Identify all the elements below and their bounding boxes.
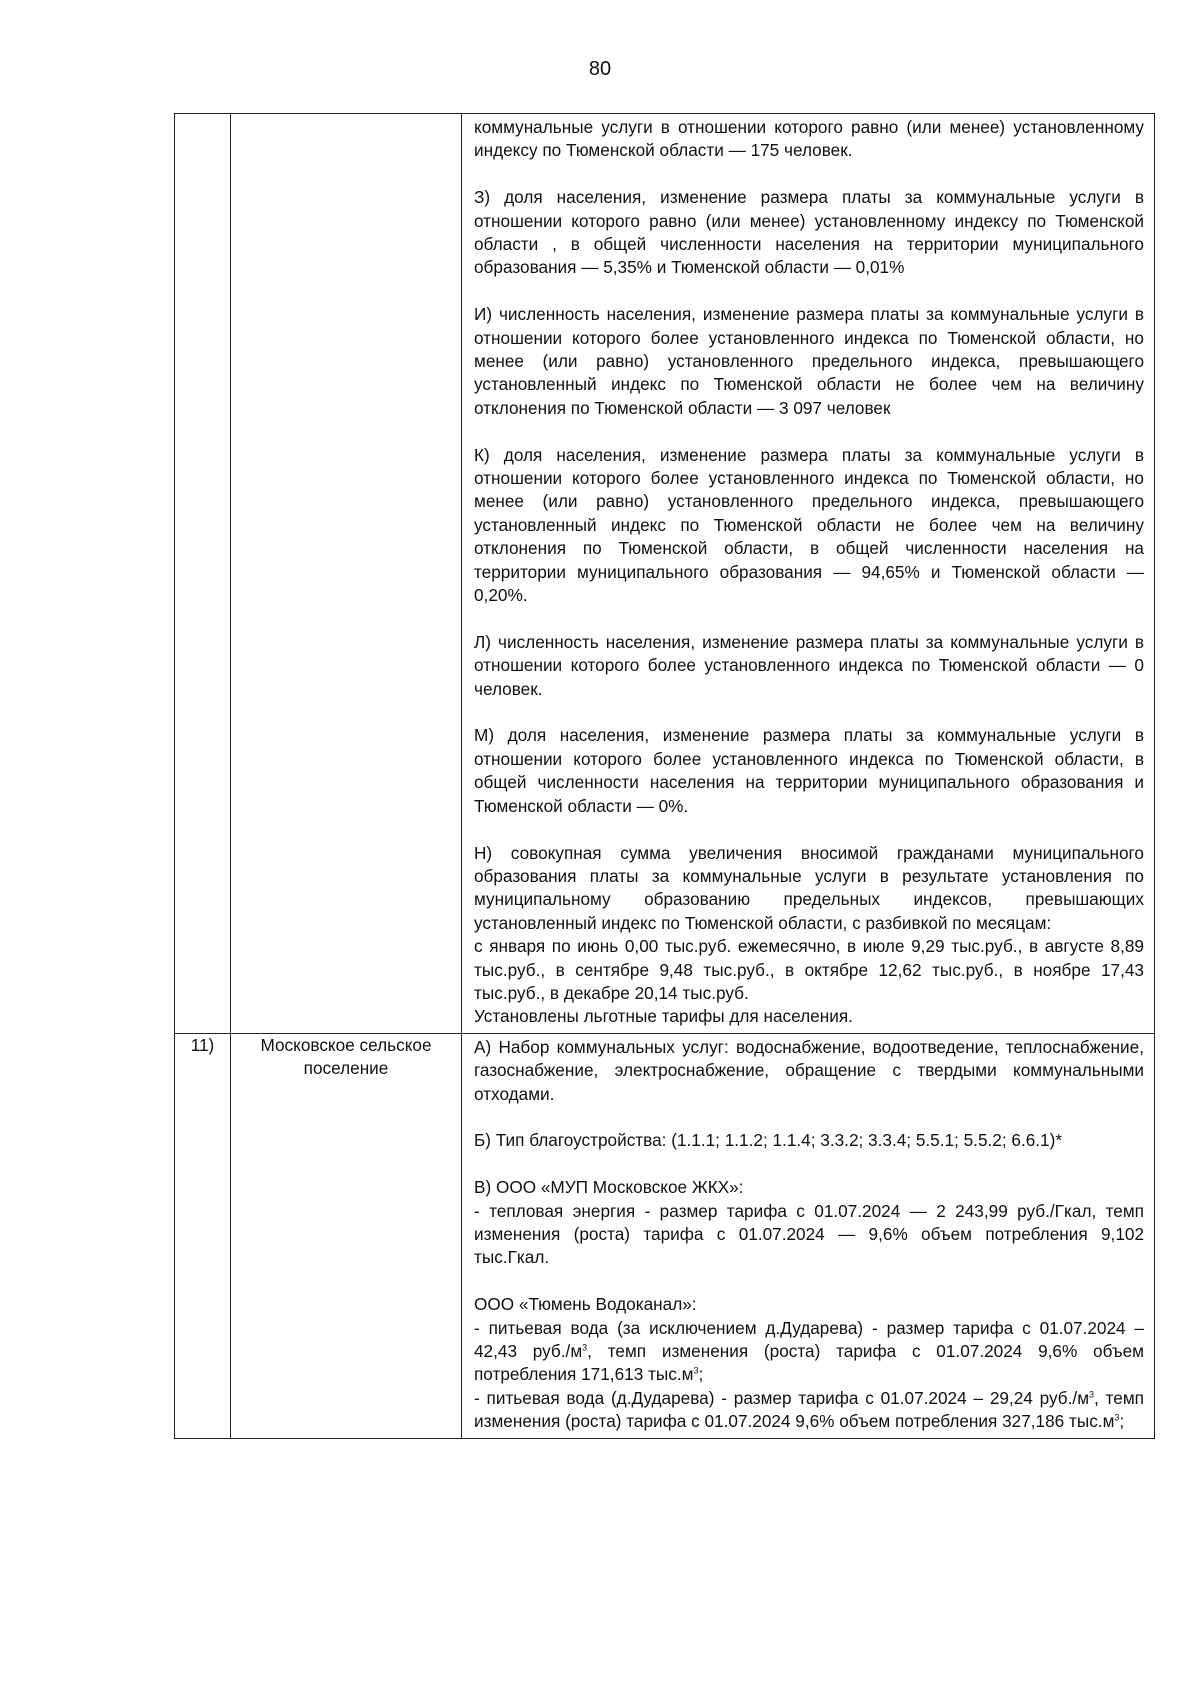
paragraph-a: А) Набор коммунальных услуг: водоснабжение, водоотведение, теплоснабжение, газоснабжение, электроснабжение, обращение с твердыми коммунальными отходами. xyxy=(474,1036,1144,1104)
paragraph-b: Б) Тип благоустройства: (1.1.1; 1.1.2; 1.1.4; 3.3.2; 3.3.4; 5.5.1; 5.5.2; 6.6.1)* xyxy=(474,1130,1063,1151)
paragraph-v-heat: - тепловая энергия - размер тарифа с 01.07.2024 — 2 243,99 руб./Гкал, темп изменения (роста) тарифа с 01.07.2024 — 9,6% объем потребления 9,102 тыс.Гкал. xyxy=(474,1200,1144,1268)
paragraph-water-1: - питьевая вода (за исключением д.Дударева) - размер тарифа с 01.07.2024 – 42,43 $руб./м^3$, темп изменения (роста) тарифа с 01.07.2024 9,6% объем потребления 171,613 $тыс.м^3$; xyxy=(474,1317,1144,1385)
paragraph-n-months: с января по июнь 0,00 тыс.руб. ежемесячно, в июле 9,29 тыс.руб., в августе 8,89 тыс.руб., в сентябре 9,48 тыс.руб., в октябре 12,62 тыс.руб., в ноябре 17,43 тыс.руб., в декабре 20,14 тыс.руб. xyxy=(474,936,1144,1003)
table-row xyxy=(175,114,1155,1034)
paragraph-benefit-tariffs: Установлены льготные тарифы для населения. xyxy=(474,1006,853,1027)
paragraph-vodokanal-title: ООО «Тюмень Водоканал»: xyxy=(474,1294,697,1315)
paragraph-z: З) доля населения, изменение размера платы за коммунальные услуги в отношении которого равно (или менее) установленному индексу по Тюменской области , в общей численности населения на территории муниципального образования — 5,35% и Тюменской области — 0,01% xyxy=(474,187,1144,278)
paragraph-m: М) доля населения, изменение размера платы за коммунальные услуги в отношении которого более установленного индекса по Тюменской области, в общей численности населения на территории муниципального образования и Тюменской области — 0%. xyxy=(474,725,1144,816)
paragraph-v-title: В) ООО «МУП Московское ЖКХ»: xyxy=(474,1177,744,1198)
municipality-name-cell xyxy=(231,1033,462,1438)
municipality-name: Московское сельское поселение xyxy=(260,1034,432,1079)
table-row xyxy=(175,1033,1155,1438)
paragraph-l: Л) численность населения, изменение размера платы за коммунальные услуги в отношении которого более установленного индекса по Тюменской области — 0 человек. xyxy=(474,631,1144,699)
tariff-table xyxy=(174,113,1155,1439)
paragraph-water-2: - питьевая вода (д.Дударева) - размер тарифа с 01.07.2024 – 29,24 $руб./м^3$, темп изменения (роста) тарифа с 01.07.2024 9,6% объем потребления 327,186 $тыс.м^3$; xyxy=(474,1387,1144,1432)
paragraph-k: К) доля населения, изменение размера платы за коммунальные услуги в отношении которого более установленного индекса по Тюменской области, но менее (или равно) установленного предельного индекса, превышающего установленный индекс по Тюменской области не более чем на величину отклонения по Тюменской области, в общей численности населения на территории муниципального образования — 94,65% и Тюменской области — 0,20%. xyxy=(474,444,1144,606)
page-number: 80 xyxy=(588,58,612,80)
row-name-cell xyxy=(231,114,462,1034)
paragraph-continuation: коммунальные услуги в отношении которого равно (или менее) установленному индексу по Тюменской области — 175 человек. xyxy=(474,117,1144,161)
row-number: 11) xyxy=(175,1033,231,1438)
paragraph-n: Н) совокупная сумма увеличения вносимой гражданами муниципального образования платы за коммунальные услуги в результате установления по муниципальному образованию предельных индексов, превышающих установленный индекс по Тюменской области, с разбивкой по месяцам: xyxy=(474,842,1144,933)
row-description-cell xyxy=(462,114,1155,1034)
row-number-cell xyxy=(175,114,231,1034)
paragraph-i: И) численность населения, изменение размера платы за коммунальные услуги в отношении которого более установленного индекса по Тюменской области, но менее (или равно) установленного предельного индекса, превышающего установленный индекс по Тюменской области не более чем на величину отклонения по Тюменской области — 3 097 человек xyxy=(474,304,1144,418)
row-description-cell xyxy=(462,1033,1155,1438)
